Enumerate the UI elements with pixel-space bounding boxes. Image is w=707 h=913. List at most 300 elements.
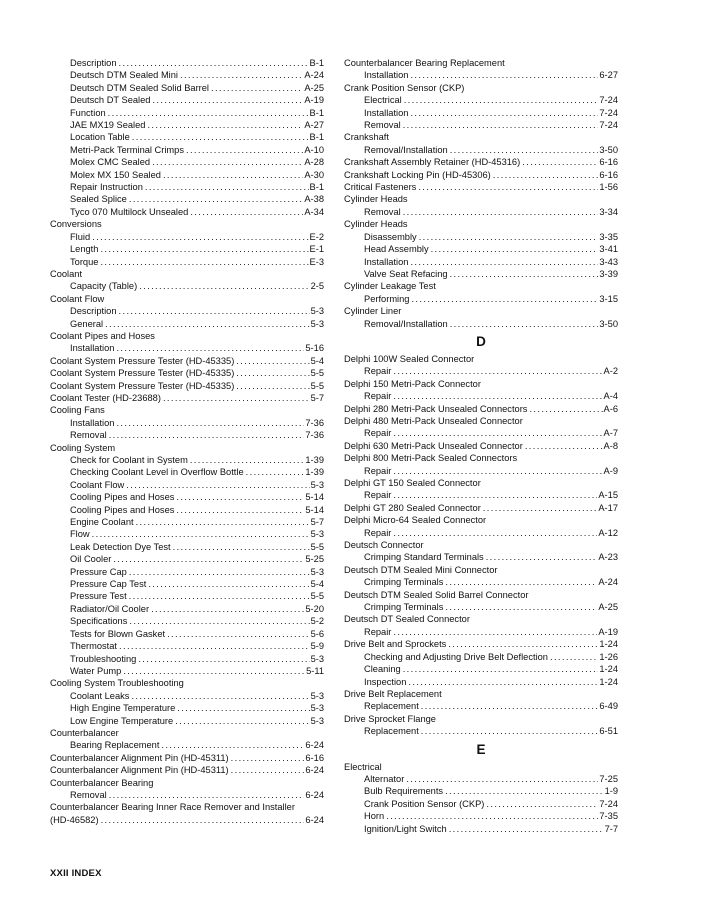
index-entry [344, 514, 618, 526]
index-entry [344, 761, 618, 773]
page-reference: 3-34 [599, 206, 618, 217]
page-reference: B-1 [309, 182, 324, 193]
index-entry [344, 156, 618, 168]
entry-text: Removal [70, 789, 107, 800]
entry-text: Coolant Flow [70, 479, 125, 490]
index-subentry [50, 256, 324, 268]
page-reference: 5-5 [310, 541, 324, 552]
entry-text: Delphi 100W Sealed Connector [344, 353, 475, 364]
index-entry [50, 727, 324, 739]
index-subentry [50, 94, 324, 106]
index-subentry [50, 231, 324, 243]
entry-text: General [70, 318, 104, 329]
page-footer: XXII INDEX [50, 868, 102, 879]
dot-leader [231, 752, 305, 764]
page-reference: 6-51 [599, 726, 618, 737]
entry-text: Coolant Tester (HD-23688) [50, 392, 161, 403]
page-reference: 7-25 [599, 773, 618, 784]
entry-text: Deutsch DTM Sealed Solid Barrel Connector [344, 589, 529, 600]
dot-leader [138, 653, 309, 665]
index-entry [344, 440, 618, 452]
entry-text: Cylinder Heads [344, 194, 408, 205]
entry-text: Electrical [364, 95, 402, 106]
page-reference: 7-35 [599, 811, 618, 822]
dot-leader [92, 528, 310, 540]
entry-text: Drive Belt Replacement [344, 688, 442, 699]
page-reference: 7-24 [599, 107, 618, 118]
page-reference: 5-3 [310, 306, 324, 317]
index-subentry [50, 57, 324, 69]
page-reference: A-28 [304, 157, 324, 168]
entry-text: Removal [70, 430, 107, 441]
dot-leader [167, 628, 309, 640]
index-subentry [50, 665, 324, 677]
index-entry [50, 218, 324, 230]
entry-text: Coolant Leaks [70, 690, 130, 701]
dot-leader [449, 823, 604, 835]
dot-leader [486, 798, 598, 810]
index-entry [50, 752, 324, 764]
index-entry [50, 777, 324, 789]
index-entry [344, 193, 618, 205]
dot-leader [403, 663, 599, 675]
index-entry [344, 589, 618, 601]
index-entry [50, 764, 324, 776]
index-subentry [50, 516, 324, 528]
page-reference: 1-56 [599, 182, 618, 193]
page-reference: 7-36 [305, 417, 324, 428]
page-reference: 6-16 [599, 157, 618, 168]
page-reference: 6-49 [599, 701, 618, 712]
index-entry [344, 403, 618, 415]
entry-text: Description [70, 58, 117, 68]
entry-text: Replacement [364, 726, 419, 737]
dot-leader [211, 82, 303, 94]
dot-leader [113, 553, 304, 565]
entry-text: Bulb Requirements [364, 786, 444, 797]
index-subentry [50, 653, 324, 665]
section-letter: E [476, 741, 486, 757]
entry-text: Head Assembly [364, 244, 429, 255]
index-subentry [50, 553, 324, 565]
entry-text: Capacity (Table) [70, 281, 138, 292]
entry-text: Leak Detection Dye Test [70, 541, 171, 552]
entry-text: Installation [364, 256, 409, 267]
index-subentry [344, 810, 618, 822]
index-subentry [50, 603, 324, 615]
index-entry [344, 502, 618, 514]
dot-leader [119, 57, 309, 69]
entry-text: Coolant Flow [50, 293, 105, 304]
entry-text: Delphi Micro-64 Sealed Connector [344, 515, 487, 526]
page-reference: 5-2 [310, 616, 324, 627]
entry-text: Repair [364, 465, 392, 476]
entry-text: Repair [364, 527, 392, 538]
dot-leader [101, 814, 305, 826]
entry-text: Repair [364, 626, 392, 637]
entry-text: Cooling Pipes and Hoses [70, 504, 175, 515]
dot-leader [403, 119, 599, 131]
entry-text: Cleaning [364, 664, 401, 675]
entry-text: Deutsch DTM Sealed Mini [70, 70, 178, 81]
index-entry [50, 392, 324, 404]
entry-text: Troubleshooting [70, 653, 137, 664]
index-subentry [50, 193, 324, 205]
entry-text: Horn [364, 811, 385, 822]
page-reference: 5-5 [310, 380, 324, 391]
dot-leader [231, 764, 305, 776]
page-reference: 5-14 [305, 504, 324, 515]
dot-leader [421, 700, 599, 712]
page-reference: 6-16 [599, 169, 618, 180]
entry-text: Crankshaft [344, 132, 389, 143]
index-subentry [50, 206, 324, 218]
entry-text: Replacement [364, 701, 419, 712]
page-reference: 1-39 [305, 467, 324, 478]
dot-leader [145, 181, 309, 193]
index-entry [50, 404, 324, 416]
dot-leader [411, 293, 598, 305]
page-reference: A-7 [603, 428, 618, 439]
dot-leader [116, 417, 304, 429]
index-subentry [344, 700, 618, 712]
entry-text: Location Table [70, 132, 130, 143]
index-subentry [50, 578, 324, 590]
page-reference: 6-24 [305, 765, 324, 776]
page-reference: A-2 [603, 366, 618, 377]
page-reference: 7-24 [599, 798, 618, 809]
dot-leader [406, 773, 598, 785]
dot-leader [92, 231, 308, 243]
index-entry [344, 218, 618, 230]
page-reference: 3-15 [599, 293, 618, 304]
entry-text: Crankshaft Assembly Retainer (HD-45316) [344, 157, 521, 168]
dot-leader [151, 603, 304, 615]
dot-leader [190, 206, 303, 218]
entry-text: JAE MX19 Sealed [70, 120, 146, 131]
entry-text: Cooling Fans [50, 405, 105, 416]
page-reference: 5-25 [305, 554, 324, 565]
dot-leader [131, 690, 309, 702]
page-reference: 6-24 [305, 814, 324, 825]
entry-text: Repair Instruction [70, 182, 143, 193]
dot-leader [445, 576, 597, 588]
dot-leader [176, 504, 304, 516]
entry-text: Installation [70, 343, 115, 354]
entry-text: Removal [364, 120, 401, 131]
entry-text: Tyco 070 Multilock Unsealed [70, 206, 189, 217]
entry-text: Disassembly [364, 231, 417, 242]
entry-text: Low Engine Temperature [70, 715, 174, 726]
entry-text: Inspection [364, 676, 407, 687]
index-subentry [50, 615, 324, 627]
index-subentry [344, 651, 618, 663]
index-entry [344, 415, 618, 427]
page-reference: A-6 [603, 403, 618, 414]
dot-leader [109, 789, 305, 801]
index-subentry [50, 243, 324, 255]
index-subentry [344, 293, 618, 305]
index-entry [344, 378, 618, 390]
entry-text: Pressure Cap [70, 566, 127, 577]
page-reference: 5-3 [310, 479, 324, 490]
dot-leader [100, 256, 308, 268]
dot-leader [236, 367, 309, 379]
page-reference: A-9 [603, 465, 618, 476]
page-reference: 7-36 [305, 430, 324, 441]
page-reference: E-2 [309, 231, 324, 242]
index-subentry [344, 785, 618, 797]
entry-text: Repair [364, 366, 392, 377]
entry-text: High Engine Temperature [70, 703, 176, 714]
index-subentry [50, 739, 324, 751]
entry-text: Check for Coolant in System [70, 455, 188, 465]
entry-text: Deutsch Connector [344, 540, 424, 551]
page-reference: 5-3 [310, 566, 324, 577]
entry-text: Length [70, 244, 99, 255]
index-subentry [344, 663, 618, 675]
dot-leader [403, 206, 599, 218]
dot-leader [123, 665, 305, 677]
page-reference: 5-11 [306, 665, 324, 676]
entry-text: Tests for Blown Gasket [70, 628, 166, 639]
index-subentry [344, 725, 618, 737]
index-subentry [50, 528, 324, 540]
entry-text: Crimping Standard Terminals [364, 552, 484, 563]
index-entry [344, 539, 618, 551]
entry-text: Deutsch DTM Sealed Solid Barrel [70, 82, 209, 93]
page-reference: 5-3 [310, 529, 324, 540]
dot-leader [236, 380, 309, 392]
page-reference: B-1 [309, 58, 324, 68]
entry-text: Drive Sprocket Flange [344, 713, 436, 724]
entry-text: Ignition/Light Switch [364, 823, 447, 834]
index-subentry [344, 576, 618, 588]
entry-text: Conversions [50, 219, 102, 230]
page-reference: 3-50 [599, 144, 618, 155]
index-entry [50, 330, 324, 342]
dot-leader [109, 429, 305, 441]
entry-text: Coolant System Pressure Tester (HD-45335) [50, 355, 235, 366]
index-subentry [50, 789, 324, 801]
page-reference: A-12 [598, 527, 618, 538]
dot-leader [408, 676, 598, 688]
entry-text: Repair [364, 391, 392, 402]
index-subentry [50, 119, 324, 131]
index-entry [344, 638, 618, 650]
entry-text: Checking Coolant Level in Overflow Bottle [70, 467, 244, 478]
entry-text: Repair [364, 490, 392, 501]
index-entry [50, 355, 324, 367]
dot-leader [116, 342, 304, 354]
entry-text: Delphi 630 Metri-Pack Unsealed Connector [344, 440, 523, 451]
dot-leader [119, 305, 310, 317]
index-entry [344, 181, 618, 193]
entry-text: Installation [364, 70, 409, 81]
index-entry [344, 713, 618, 725]
index-subentry [344, 773, 618, 785]
entry-text: Fluid [70, 231, 91, 242]
entry-text: Counterbalancer Bearing Inner Race Remover and Installer [50, 802, 295, 813]
page-reference: 2-5 [310, 281, 324, 292]
page-reference: E-1 [309, 244, 324, 255]
index-subentry [50, 342, 324, 354]
entry-text: Critical Fasteners [344, 182, 417, 193]
page-reference: A-27 [304, 120, 324, 131]
dot-leader [119, 640, 310, 652]
index-subentry [344, 365, 618, 377]
index-entry [344, 613, 618, 625]
dot-leader [450, 318, 599, 330]
page-reference: A-10 [304, 144, 324, 155]
page-reference: 6-24 [305, 740, 324, 751]
page-reference: 5-16 [305, 343, 324, 354]
index-subentry [344, 626, 618, 638]
index-column-right [344, 57, 618, 835]
index-subentry [50, 169, 324, 181]
section-letter: D [476, 333, 486, 349]
entry-text: Delphi 480 Metri-Pack Unsealed Connector [344, 415, 523, 426]
entry-text: Bearing Replacement [70, 740, 160, 751]
index-entry [344, 131, 618, 143]
index-subentry [344, 119, 618, 131]
entry-text: Crimping Terminals [364, 577, 444, 588]
index-entry [344, 305, 618, 317]
page-reference: A-23 [598, 552, 618, 563]
page-reference: B-1 [309, 132, 324, 143]
entry-text: Valve Seat Refacing [364, 268, 448, 279]
entry-text: Counterbalancer Bearing [50, 777, 154, 788]
page-reference: 5-4 [310, 355, 324, 366]
page-reference: 3-43 [599, 256, 618, 267]
entry-text: Removal/Installation [364, 144, 448, 155]
index-subentry [344, 243, 618, 255]
page-reference: 3-41 [599, 244, 618, 255]
page-reference: 5-5 [310, 368, 324, 379]
page-reference: A-15 [598, 490, 618, 501]
index-subentry [50, 82, 324, 94]
dot-leader [529, 403, 602, 415]
entry-text: Sealed Splice [70, 194, 127, 205]
dot-leader [105, 318, 309, 330]
page-reference: 7-24 [599, 95, 618, 106]
page-reference: 3-35 [599, 231, 618, 242]
page-reference: 5-14 [305, 492, 324, 503]
entry-text: Performing [364, 293, 410, 304]
dot-leader [486, 551, 598, 563]
entry-text: Oil Cooler [70, 554, 112, 565]
dot-leader [129, 193, 304, 205]
index-entry [344, 82, 618, 94]
entry-text: Checking and Adjusting Drive Belt Deflection [364, 651, 548, 662]
index-subentry [344, 107, 618, 119]
entry-text: Thermostat [70, 641, 118, 652]
index-entry [50, 677, 324, 689]
index-entry [50, 442, 324, 454]
dot-leader [445, 601, 597, 613]
index-entry [344, 688, 618, 700]
index-subentry [344, 256, 618, 268]
index-subentry [50, 690, 324, 702]
index-subentry [344, 601, 618, 613]
entry-text: Description [70, 306, 117, 317]
index-subentry [344, 206, 618, 218]
entry-text: Crimping Terminals [364, 602, 444, 613]
dot-leader [393, 489, 597, 501]
index-entry [344, 280, 618, 292]
index-entry [50, 268, 324, 280]
page-reference: 5-5 [310, 591, 324, 602]
dot-leader [190, 454, 305, 466]
page-reference: A-4 [603, 391, 618, 402]
entry-text: Delphi 150 Metri-Pack Connector [344, 378, 481, 389]
dot-leader [136, 516, 310, 528]
index-subentry [50, 479, 324, 491]
dot-leader [148, 578, 309, 590]
page-reference: A-17 [598, 502, 618, 513]
dot-leader [186, 144, 303, 156]
entry-text: Delphi GT 280 Sealed Connector [344, 502, 481, 513]
entry-text: Drive Belt and Sprockets [344, 639, 447, 650]
entry-text: Molex MX 150 Sealed [70, 169, 161, 180]
page-reference: 5-3 [310, 690, 324, 701]
index-entry [344, 353, 618, 365]
dot-leader [522, 156, 598, 168]
page-reference: A-30 [304, 169, 324, 180]
dot-leader [450, 268, 599, 280]
index-subentry [344, 231, 618, 243]
dot-leader [393, 390, 602, 402]
entry-text: Water Pump [70, 665, 122, 676]
dot-leader [147, 119, 303, 131]
dot-leader [108, 107, 309, 119]
index-subentry [50, 702, 324, 714]
entry-text: Coolant System Pressure Tester (HD-45335) [50, 380, 235, 391]
index-entry [344, 57, 618, 69]
index-subentry [344, 69, 618, 81]
dot-leader [410, 256, 598, 268]
dot-leader [393, 626, 597, 638]
dot-leader [246, 466, 305, 478]
index-subentry [50, 628, 324, 640]
index-subentry [344, 144, 618, 156]
page-reference: 5-6 [310, 628, 324, 639]
page-reference: 6-16 [305, 752, 324, 763]
page-reference: A-19 [598, 626, 618, 637]
index-subentry [50, 156, 324, 168]
dot-leader [126, 479, 309, 491]
dot-leader [410, 69, 598, 81]
index-subentry [50, 566, 324, 578]
entry-text: Cylinder Liner [344, 306, 402, 317]
dot-leader [448, 638, 598, 650]
dot-leader [393, 527, 597, 539]
dot-leader [393, 465, 602, 477]
index-subentry [50, 144, 324, 156]
dot-leader [445, 785, 603, 797]
dot-leader [404, 94, 599, 106]
entry-text: Coolant System Pressure Tester (HD-45335) [50, 368, 235, 379]
entry-text: Pressure Test [70, 591, 127, 602]
entry-text: Torque [70, 256, 99, 267]
page-reference: 3-39 [599, 268, 618, 279]
index-subentry [344, 527, 618, 539]
index-subentry [344, 268, 618, 280]
index-subentry [50, 305, 324, 317]
index-subentry [344, 318, 618, 330]
page-reference: A-24 [598, 577, 618, 588]
page-reference: A-8 [603, 440, 618, 451]
